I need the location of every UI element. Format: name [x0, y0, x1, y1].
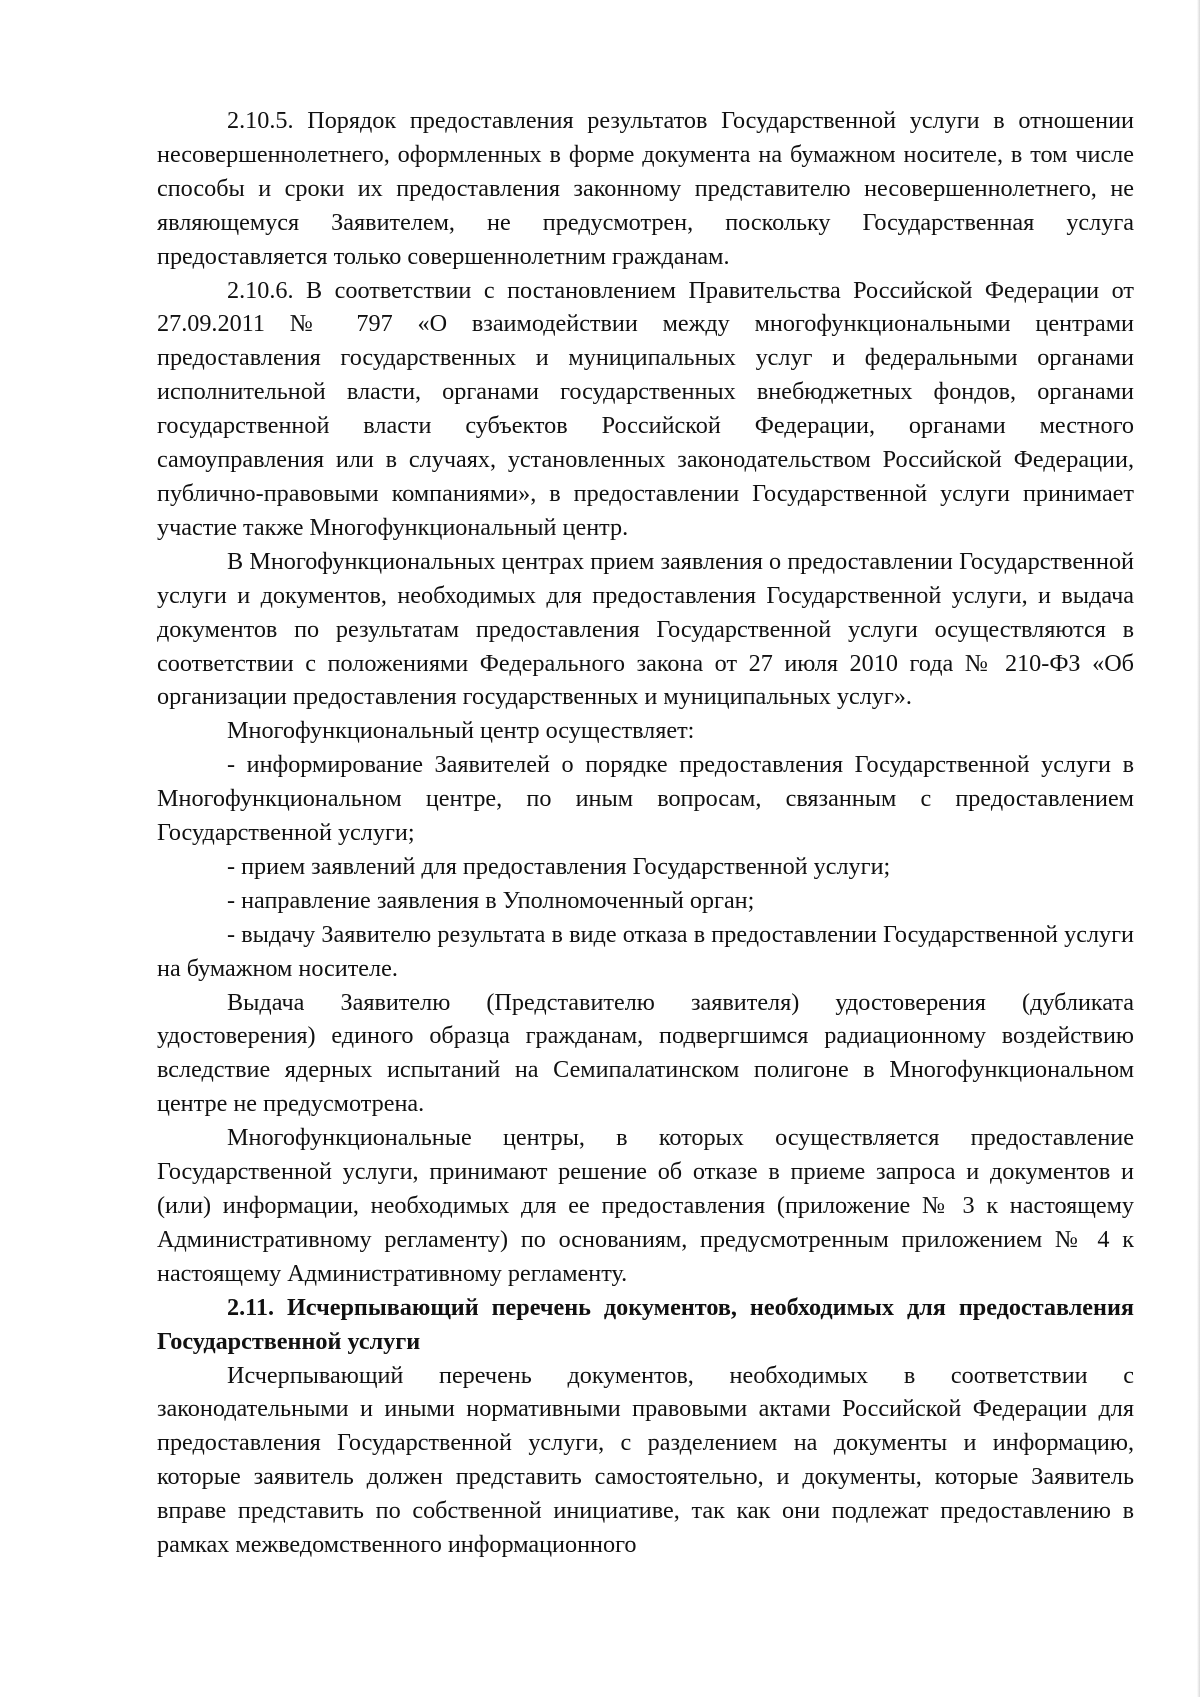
paragraph-mfc-reception: В Многофункциональных центрах прием заявления о предоставлении Государственной услуги и документов, необходимых для предоставления Государственной услуги, и выдача документов по результатам предоставления Государственной услуги осуществляются в соответствии с положениями Федерального закона от 27 июля 2010 года № 210-ФЗ «Об организации предоставления государственных и муниципальных услуг».: [157, 547, 1134, 711]
list-item-informing: - информирование Заявителей о порядке предоставления Государственной услуги в Многофункциональном центре, по иным вопросам, связанным с предоставлением Государственной услуги;: [157, 751, 1134, 847]
paragraph-exhaustive-list: Исчерпывающий перечень документов, необходимых в соответствии с законодательными и иными нормативными правовыми актами Российской Федерации для предоставления Государственной услуги, с разделением на документы и информацию, которые заявитель должен представить самостоятельно, и документы, которые Заявитель вправе представить по собственной инициативе, так как они подлежат предоставлению в рамках межведомственного информационного: [157, 1361, 1134, 1559]
list-item-forwarding: - направление заявления в Уполномоченный орган;: [227, 886, 755, 914]
paragraph-2-10-6: 2.10.6. В соответствии с постановлением Правительства Российской Федерации от 27.09.2011 № 797 «О взаимодействии между многофункциональными центрами предоставления государственных и муниципальных услуг и федеральными органами исполнительной власти, органами государственных внебюджетных фондов, органами государственной власти субъектов Российской Федерации, органами местного самоуправления или в случаях, установленных законодательством Российской Федерации, публично-правовыми компаниями», в предоставлении Государственной услуги принимает участие также Многофункциональный центр.: [157, 276, 1134, 541]
list-item-issuance: - выдачу Заявителю результата в виде отказа в предоставлении Государственной услуги на бумажном носителе.: [157, 920, 1134, 982]
paragraph-refusal: Многофункциональные центры, в которых осуществляется предоставление Государственной услуги, принимают решение об отказе в приеме запроса и документов и (или) информации, необходимых для ее предоставления (приложение № 3 к настоящему Административному регламенту) по основаниям, предусмотренным приложением № 4 к настоящему Административному регламенту.: [157, 1124, 1134, 1287]
list-item-reception: - прием заявлений для предоставления Государственной услуги;: [227, 852, 891, 880]
section-heading-2-11: 2.11. Исчерпывающий перечень документов, необходимых для предоставления Государственной услуги: [157, 1293, 1134, 1355]
paragraph-mfc-functions-intro: Многофункциональный центр осуществляет:: [227, 717, 695, 745]
paragraph-2-10-5: 2.10.5. Порядок предоставления результатов Государственной услуги в отношении несовершеннолетнего, оформленных в форме документа на бумажном носителе, в том числе способы и сроки их предоставления законному представителю несовершеннолетнего, не являющемуся Заявителем, не предусмотрен, поскольку Государственная услуга предоставляется только совершеннолетним гражданам.: [157, 107, 1134, 270]
paragraph-certificate-issuance: Выдача Заявителю (Представителю заявителя) удостоверения (дубликата удостоверения) единого образца гражданам, подвергшимся радиационному воздействию вследствие ядерных испытаний на Семипалатинском полигоне в Многофункциональном центре не предусмотрена.: [157, 988, 1134, 1118]
document-body: [157, 104, 1134, 1562]
